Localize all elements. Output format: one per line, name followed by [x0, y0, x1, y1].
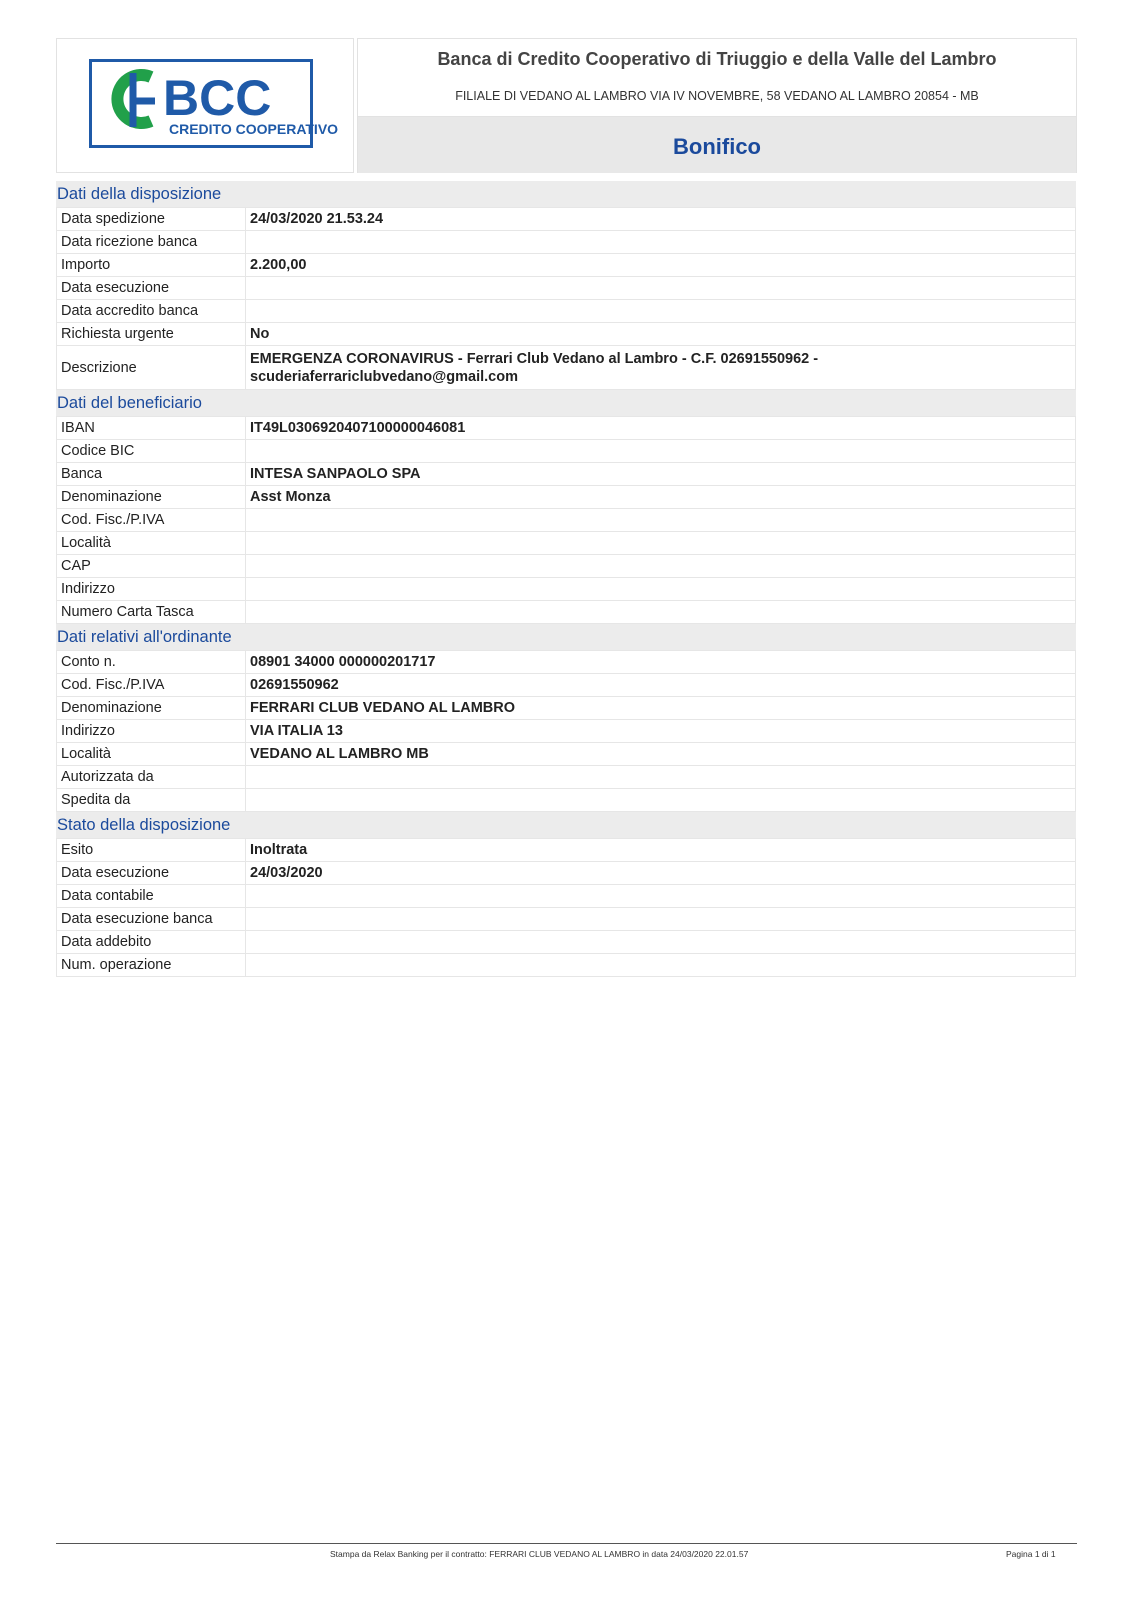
field-value: [246, 509, 1076, 532]
table-row: [57, 509, 1076, 532]
table-row: [57, 532, 1076, 555]
field-label: Denominazione: [57, 697, 246, 720]
field-value: 08901 34000 000000201717: [246, 651, 1076, 674]
field-value: 02691550962: [246, 674, 1076, 697]
page-number: Pagina 1 di 1: [1006, 1549, 1056, 1559]
title-panel: [357, 38, 1077, 173]
section-table: [56, 650, 1076, 812]
field-label: Richiesta urgente: [57, 323, 246, 346]
table-row: [57, 766, 1076, 789]
table-row: [57, 601, 1076, 624]
logo-panel: [56, 38, 354, 173]
field-label: Num. operazione: [57, 954, 246, 977]
table-row: [57, 839, 1076, 862]
document-header: [56, 38, 1076, 173]
field-value: No: [246, 323, 1076, 346]
field-value: [246, 440, 1076, 463]
table-row: [57, 578, 1076, 601]
table-row: [57, 300, 1076, 323]
field-value: [246, 885, 1076, 908]
table-row: [57, 674, 1076, 697]
table-row: [57, 440, 1076, 463]
field-value: [246, 954, 1076, 977]
field-label: Data contabile: [57, 885, 246, 908]
field-label: Data esecuzione: [57, 862, 246, 885]
field-value: [246, 931, 1076, 954]
field-value: Inoltrata: [246, 839, 1076, 862]
table-row: [57, 254, 1076, 277]
table-row: [57, 323, 1076, 346]
field-label: IBAN: [57, 417, 246, 440]
field-label: Cod. Fisc./P.IVA: [57, 509, 246, 532]
field-label: Esito: [57, 839, 246, 862]
field-label: Conto n.: [57, 651, 246, 674]
field-label: Cod. Fisc./P.IVA: [57, 674, 246, 697]
table-row: [57, 208, 1076, 231]
print-note: Stampa da Relax Banking per il contratto: FERRARI CLUB VEDANO AL LAMBRO in data 24/03/2020 22.01.57: [330, 1549, 749, 1559]
table-row: [57, 346, 1076, 390]
field-value: FERRARI CLUB VEDANO AL LAMBRO: [246, 697, 1076, 720]
table-row: [57, 417, 1076, 440]
field-value: [246, 578, 1076, 601]
field-label: Data esecuzione: [57, 277, 246, 300]
document-type: Bonifico: [673, 134, 761, 159]
field-label: Data accredito banca: [57, 300, 246, 323]
table-row: [57, 555, 1076, 578]
bcc-logo: [89, 59, 339, 149]
field-label: CAP: [57, 555, 246, 578]
table-row: [57, 862, 1076, 885]
section-title: Dati del beneficiario: [56, 390, 1076, 416]
field-value: Asst Monza: [246, 486, 1076, 509]
field-label: Data ricezione banca: [57, 231, 246, 254]
field-label: Indirizzo: [57, 578, 246, 601]
document-type-band: [358, 116, 1076, 173]
field-label: Descrizione: [57, 346, 246, 390]
sections-container: [56, 181, 1076, 977]
field-value: IT49L0306920407100000046081: [246, 417, 1076, 440]
table-row: [57, 697, 1076, 720]
field-label: Autorizzata da: [57, 766, 246, 789]
svg-text:CREDITO COOPERATIVO: CREDITO COOPERATIVO: [169, 121, 339, 137]
field-label: Data esecuzione banca: [57, 908, 246, 931]
field-label: Località: [57, 532, 246, 555]
field-label: Denominazione: [57, 486, 246, 509]
field-value: [246, 231, 1076, 254]
field-value: 24/03/2020 21.53.24: [246, 208, 1076, 231]
field-value: [246, 789, 1076, 812]
field-label: Codice BIC: [57, 440, 246, 463]
field-value: EMERGENZA CORONAVIRUS - Ferrari Club Vedano al Lambro - C.F. 02691550962 - scuderiaferrariclubvedano@gmail.com: [246, 346, 1076, 390]
field-value: [246, 555, 1076, 578]
table-row: [57, 789, 1076, 812]
table-row: [57, 651, 1076, 674]
field-label: Località: [57, 743, 246, 766]
field-value: VIA ITALIA 13: [246, 720, 1076, 743]
field-label: Data spedizione: [57, 208, 246, 231]
field-label: Banca: [57, 463, 246, 486]
field-value: [246, 532, 1076, 555]
field-label: Numero Carta Tasca: [57, 601, 246, 624]
table-row: [57, 743, 1076, 766]
field-value: INTESA SANPAOLO SPA: [246, 463, 1076, 486]
section-title: Stato della disposizione: [56, 812, 1076, 838]
field-value: [246, 601, 1076, 624]
table-row: [57, 954, 1076, 977]
field-value: [246, 277, 1076, 300]
field-label: Indirizzo: [57, 720, 246, 743]
field-value: 2.200,00: [246, 254, 1076, 277]
table-row: [57, 908, 1076, 931]
section-table: [56, 416, 1076, 624]
table-row: [57, 720, 1076, 743]
field-value: [246, 766, 1076, 789]
footer-divider: [56, 1543, 1077, 1544]
field-value: VEDANO AL LAMBRO MB: [246, 743, 1076, 766]
table-row: [57, 277, 1076, 300]
section-table: [56, 207, 1076, 390]
section-table: [56, 838, 1076, 977]
table-row: [57, 885, 1076, 908]
field-label: Spedita da: [57, 789, 246, 812]
table-row: [57, 931, 1076, 954]
field-label: Importo: [57, 254, 246, 277]
field-value: [246, 300, 1076, 323]
table-row: [57, 463, 1076, 486]
section-title: Dati della disposizione: [56, 181, 1076, 207]
branch-address: FILIALE DI VEDANO AL LAMBRO VIA IV NOVEMBRE, 58 VEDANO AL LAMBRO 20854 - MB: [455, 89, 979, 103]
table-row: [57, 486, 1076, 509]
field-value: 24/03/2020: [246, 862, 1076, 885]
field-value: [246, 908, 1076, 931]
bank-name: Banca di Credito Cooperativo di Triuggio e della Valle del Lambro: [437, 49, 997, 69]
section-title: Dati relativi all'ordinante: [56, 624, 1076, 650]
svg-text:BCC: BCC: [163, 70, 272, 126]
field-label: Data addebito: [57, 931, 246, 954]
table-row: [57, 231, 1076, 254]
